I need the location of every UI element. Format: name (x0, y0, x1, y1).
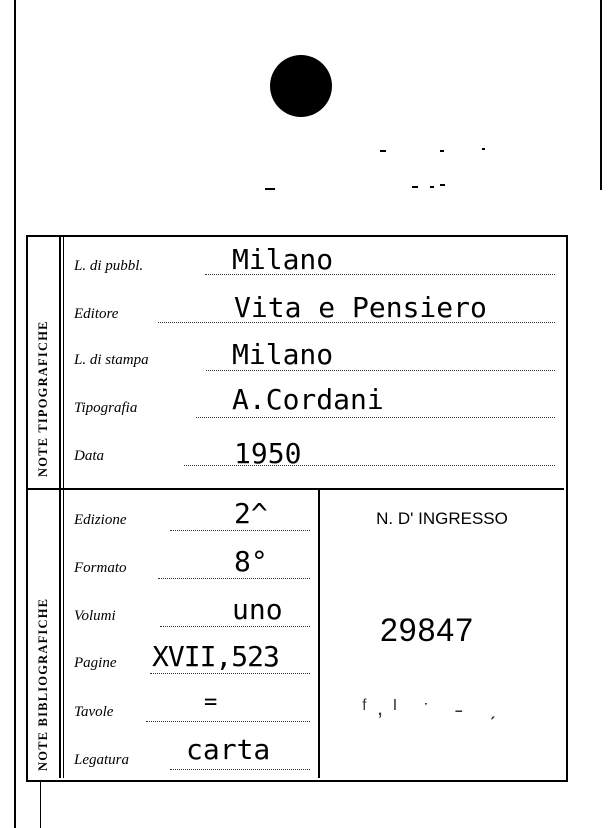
label-tipografia: Tipografia (74, 400, 138, 416)
label-column-divider (59, 237, 61, 778)
value-edizione: 2^ (234, 497, 268, 530)
ingresso-divider (318, 490, 320, 778)
value-luogo-stampa: Milano (232, 338, 334, 371)
label-column-divider-inner (63, 237, 64, 778)
label-volumi: Volumi (74, 608, 116, 624)
value-tipografia: A.Cordani (232, 383, 384, 416)
label-tavole: Tavole (74, 704, 114, 720)
left-edge-line (14, 0, 16, 828)
section-label-bibliografiche: NOTE BIBLIOGRAFICHE (36, 597, 50, 771)
dotted-line (158, 578, 310, 579)
speck (430, 186, 434, 188)
value-legatura: carta (186, 733, 271, 766)
dotted-line (170, 769, 310, 770)
speck (440, 184, 445, 186)
dotted-line (146, 721, 310, 722)
speck (440, 150, 444, 152)
label-edizione: Edizione (74, 512, 127, 528)
value-volumi: uno (232, 593, 283, 626)
label-legatura: Legatura (74, 752, 130, 768)
dotted-line (196, 417, 555, 418)
label-pagine: Pagine (74, 655, 117, 671)
faint-stamp-mark: ᶠ,ᴵ ˑ ˗ ˏ (362, 695, 506, 720)
ingresso-title: N. D' INGRESSO (376, 509, 508, 528)
speck (482, 148, 485, 150)
punch-hole (270, 55, 332, 117)
speck (380, 150, 386, 152)
dotted-line (160, 626, 310, 627)
left-edge-line-inner (40, 780, 41, 828)
value-formato: 8° (234, 545, 268, 578)
label-editore: Editore (74, 306, 119, 322)
dotted-line (150, 673, 310, 674)
label-formato: Formato (74, 560, 127, 576)
label-luogo-pubblicazione: L. di pubbl. (74, 258, 144, 274)
ingresso-number: 29847 (380, 612, 474, 648)
section-divider (28, 488, 564, 490)
value-data: 1950 (234, 437, 302, 470)
value-pagine: XVII,523 (152, 640, 279, 673)
value-tavole: = (204, 690, 218, 715)
right-edge-line (600, 0, 602, 190)
speck (412, 186, 418, 188)
dotted-line (170, 530, 310, 531)
label-data: Data (74, 448, 104, 464)
speck (265, 188, 275, 190)
section-label-tipografiche: NOTE TIPOGRAFICHE (36, 320, 50, 477)
value-editore: Vita e Pensiero (234, 291, 487, 324)
label-luogo-stampa: L. di stampa (74, 352, 149, 368)
value-luogo-pubblicazione: Milano (232, 243, 334, 276)
